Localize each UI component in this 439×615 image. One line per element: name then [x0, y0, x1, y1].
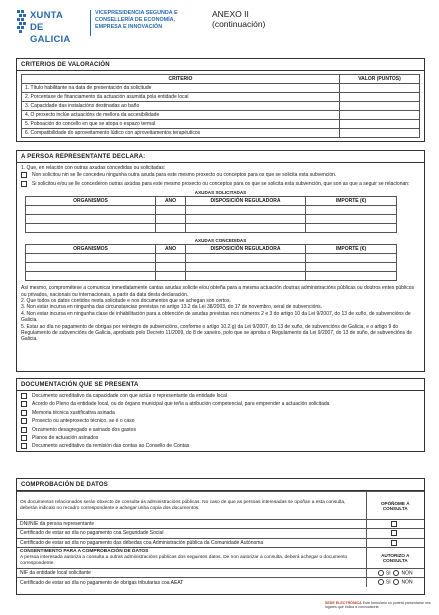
- col-disposicion: DISPOSICIÓN REGULADORA: [186, 245, 306, 254]
- col-importe: IMPORTE (€): [306, 197, 397, 206]
- doc-item: [21, 442, 420, 450]
- sede-electronica-label: SEDE ELECTRÓNICA: [325, 601, 362, 605]
- oponome-checkbox[interactable]: [391, 521, 397, 527]
- criterio-cell: 5. Poboación do concello en que se atopa o espazo termal: [22, 120, 340, 129]
- comprobacion-section: [16, 478, 425, 595]
- documentacion-title: DOCUMENTACIÓN QUE SE PRESENTA: [17, 379, 424, 391]
- option-non-solicitou: [21, 171, 420, 179]
- input-cell[interactable]: [306, 215, 397, 224]
- table-row: [22, 120, 420, 129]
- table-row: [26, 215, 397, 224]
- input-cell[interactable]: [26, 224, 156, 233]
- col-ano: ANO: [156, 245, 186, 254]
- input-cell[interactable]: [306, 206, 397, 215]
- table-row: [26, 272, 397, 281]
- declaracion-q1: 1. Que, en relación con outras axudas concedidas ou solicitadas:: [21, 165, 166, 171]
- compromiso-paragraph: Así mesmo, comprométese a comunicar inmediatamente cantas axudas solicite e/ou obteña para a mesma actuación doutras administracións públicas ou doutros entes públicos ou privados, nacionais ou internacionais, a partir da data desta declaración.: [21, 285, 414, 298]
- input-cell[interactable]: [306, 254, 397, 263]
- table-row: [26, 224, 397, 233]
- logo-line-1: XUNTA: [30, 10, 64, 21]
- xunta-logo: [17, 8, 79, 45]
- logo-line-2: DE GALICIA: [30, 22, 71, 45]
- declaracion-p4: 4. Non estar incursa en ningunha clase de inhabilitación para a obtención de axudas previstas nos números 2 e 3 do artigo 10 da Lei 9/2007, do 13 de xuño, de subvencións de Galicia.: [21, 310, 411, 324]
- checkbox[interactable]: [21, 172, 27, 178]
- criterios-table: [21, 74, 420, 138]
- col-organismos: ORGANISMOS: [26, 197, 156, 206]
- input-cell[interactable]: [186, 263, 306, 272]
- col-disposicion: DISPOSICIÓN REGULADORA: [186, 197, 306, 206]
- checkbox[interactable]: [21, 410, 27, 416]
- checkbox[interactable]: [21, 393, 27, 399]
- oponome-header: OPÓÑOME Á CONSULTA: [366, 492, 424, 520]
- input-cell[interactable]: [186, 254, 306, 263]
- checkbox[interactable]: [21, 418, 27, 424]
- radio-non-label: NON: [401, 579, 413, 586]
- comprobacion-intro: Os documentos relacionados serán obxecto de consulta ás administracións públicas. No caso de que as persoas interesadas se opoñan a esta consulta, deberán indicalo no recadro correspondente e achegar unha copia dos documentos.: [17, 492, 366, 520]
- radio-si[interactable]: [378, 579, 384, 585]
- checkbox[interactable]: [21, 181, 27, 187]
- comprobacion-label: Certificado de estar ao día no pagamento coa Seguridade Social: [17, 529, 366, 538]
- footer-text: Este formulario só poderá presentarse nos lugares que indica a convocatoria: [325, 601, 431, 610]
- checkbox[interactable]: [21, 401, 27, 407]
- department-name: VICEPRESIDENCIA SEGUNDA E CONSELLERÍA DE ECONOMÍA, EMPRESA E INNOVACIÓN: [95, 10, 178, 30]
- doc-label: Orzamento desagregado e asinado dos gastos: [32, 426, 136, 433]
- table-row: [17, 538, 424, 547]
- axudas-concedidas-table: [25, 244, 397, 281]
- criterio-cell: 2. Porcentaxe de financiamento da actuación asumida pola entidade local: [22, 93, 340, 102]
- input-cell[interactable]: [306, 224, 397, 233]
- table-row: [26, 263, 397, 272]
- consentimento-text: A persoa interesada autoriza a consulta a outras administracións públicas dos seguintes datos. De non autorizar a consulta, deberá achegar o documento correspondente.: [20, 554, 348, 566]
- documentacion-section: [16, 378, 425, 452]
- input-cell[interactable]: [156, 215, 186, 224]
- doc-item: [21, 392, 420, 400]
- logo-text: [30, 10, 79, 46]
- comprobacion-label: DNI/NIE da persoa representante: [17, 520, 366, 529]
- criterio-cell: 1. Título habilitante na data de presentación da solicitude: [22, 84, 340, 93]
- consent-label: Certificado de estar ao día no pagamento de obrigas tributarias coa AEAT: [17, 578, 366, 587]
- axudas-solicitadas-caption: AXUDAS SOLICITADAS: [194, 190, 247, 196]
- table-row: [22, 129, 420, 138]
- declaracion-p5: 5. Estar ao día no pagamento de obrigas por reintegro de subvencións, conforme o artigo 10.2.g) da Lei 9/2007, do 13 de xuño, de subvencións de Galicia, e o artigo 9 do Regulamento de subvencións de Galicia, aprobado polo Decreto 11/2009, do 8 de xaneiro, polo que se aproba o Regulamento da Lei 9/2007, do 13 de xuño, de subvencións de Galicia.: [21, 323, 413, 343]
- input-cell[interactable]: [26, 272, 156, 281]
- valor-cell[interactable]: [340, 102, 420, 111]
- input-cell[interactable]: [156, 254, 186, 263]
- col-importe: IMPORTE (€): [306, 245, 397, 254]
- table-row: [26, 206, 397, 215]
- radio-non-label: NON: [401, 570, 413, 577]
- valor-cell[interactable]: [340, 120, 420, 129]
- axudas-solicitadas-table: [25, 196, 397, 233]
- criterio-header: CRITERIO: [22, 75, 340, 84]
- oponome-checkbox[interactable]: [391, 530, 397, 536]
- table-row: [17, 578, 424, 587]
- col-organismos: ORGANISMOS: [26, 245, 156, 254]
- input-cell[interactable]: [186, 206, 306, 215]
- declaracion-title: A PERSOA REPRESENTANTE DECLARA:: [17, 151, 424, 163]
- radio-non[interactable]: [393, 570, 399, 576]
- oponome-checkbox[interactable]: [391, 540, 397, 546]
- header-divider: [90, 10, 91, 36]
- input-cell[interactable]: [306, 272, 397, 281]
- input-cell[interactable]: [156, 224, 186, 233]
- input-cell[interactable]: [156, 263, 186, 272]
- table-row: [22, 84, 420, 93]
- input-cell[interactable]: [26, 215, 156, 224]
- consentimento-title: CONSENTIMENTO PARA A COMPROBACIÓN DE DATOS: [20, 548, 149, 554]
- axudas-concedidas-caption: AXUDAS CONCEDIDAS: [194, 238, 247, 244]
- doc-item: [21, 409, 420, 417]
- doc-item: [21, 400, 420, 408]
- table-row: [22, 102, 420, 111]
- doc-item: [21, 434, 420, 442]
- annex-heading: [212, 9, 265, 29]
- input-cell[interactable]: [156, 272, 186, 281]
- col-ano: ANO: [156, 197, 186, 206]
- table-row: [17, 568, 424, 577]
- input-cell[interactable]: [306, 263, 397, 272]
- page-header: [17, 6, 427, 48]
- criterio-cell: 3. Capacidade das instalacións destinadas ao baño: [22, 102, 340, 111]
- doc-label: Documento acreditativo da remisión das contas ao Consello de Contas: [32, 443, 190, 450]
- input-cell[interactable]: [26, 263, 156, 272]
- comprobacion-table: [17, 491, 424, 587]
- criterios-title: CRITERIOS DE VALORACIÓN: [17, 59, 424, 71]
- declaracion-p2: 2. Que todos os datos contidos nesta solicitude e nos documentos que se achegan son certos.: [21, 298, 231, 305]
- valor-cell[interactable]: [340, 93, 420, 102]
- radio-si-label: SI: [385, 570, 391, 577]
- criterio-cell: 4. O proxecto inclúe actuacións de mellora da accesibilidade: [22, 111, 340, 120]
- table-row: [17, 520, 424, 529]
- valor-cell[interactable]: [340, 111, 420, 120]
- table-row: [26, 254, 397, 263]
- doc-label: Proxecto ou anteproxecto técnico, se é o caso: [32, 418, 135, 425]
- radio-si[interactable]: [378, 570, 384, 576]
- option-label: Non solicitou nin se lle concedeu ningunha outra axuda para este mesmo proxecto ou conceptos para os que se solicita esta subvención.: [32, 172, 337, 179]
- criterios-section: [16, 58, 425, 142]
- doc-label: Memoria técnica xustificativa asinada: [32, 409, 115, 416]
- table-row: [22, 111, 420, 120]
- doc-item: [21, 426, 420, 434]
- doc-label: Planos de actuación asinados: [32, 435, 99, 442]
- table-row: [22, 93, 420, 102]
- radio-non[interactable]: [393, 579, 399, 585]
- page-footer: [325, 601, 435, 610]
- criterio-cell: 6. Compatibilidade do aproveitamento lúdico con aproveitamentos terapéuticos: [22, 129, 340, 138]
- checkbox[interactable]: [21, 435, 27, 441]
- declaracion-section: [16, 150, 425, 372]
- input-cell[interactable]: [26, 254, 156, 263]
- xunta-emblem-icon: [17, 10, 27, 34]
- input-cell[interactable]: [186, 215, 306, 224]
- doc-item: [21, 417, 420, 425]
- checkbox[interactable]: [21, 427, 27, 433]
- input-cell[interactable]: [156, 206, 186, 215]
- checkbox[interactable]: [21, 443, 27, 449]
- annex-subtitle: (continuación): [212, 19, 266, 29]
- input-cell[interactable]: [26, 206, 156, 215]
- input-cell[interactable]: [186, 224, 306, 233]
- valor-header: VALOR (PUNTOS): [340, 75, 420, 84]
- consent-label: NIF da entidade local solicitante: [17, 568, 366, 577]
- radio-si-label: SI: [385, 579, 391, 586]
- doc-label: Documento acreditativo da capacidade con que actúa o representante da entidade local: [32, 393, 227, 399]
- doc-label: Acordo do Pleno da entidade local, ou do órgano municipal que teña a atribución competencial, para emprender a actuación solicitada: [32, 401, 330, 408]
- annex-title: ANEXO II: [212, 9, 249, 19]
- declaracion-p3: 3. Non estar incursa en ningunha das circunstancias previstas no artigo 13.2 da Lei 38/2003, do 17 de novembro, xeral de subvencións.: [21, 304, 323, 311]
- valor-cell[interactable]: [340, 129, 420, 138]
- option-label: Si solicitou e/ou se lle concederon outras axudas para este mesmo proxecto ou conceptos para os que se solicita esta subvención, que son as que a seguir se relacionan:: [32, 180, 410, 187]
- autorizo-header: AUTORIZO A CONSULTA: [366, 547, 424, 568]
- comprobacion-title: COMPROBACIÓN DE DATOS: [17, 479, 424, 491]
- comprobacion-label: Certificado de estar ao día no pagamento das débedas coa Administración pública da Comunidade Autónoma: [17, 538, 366, 547]
- option-si-solicitou: [21, 180, 420, 188]
- input-cell[interactable]: [186, 272, 306, 281]
- table-row: [17, 529, 424, 538]
- valor-cell[interactable]: [340, 84, 420, 93]
